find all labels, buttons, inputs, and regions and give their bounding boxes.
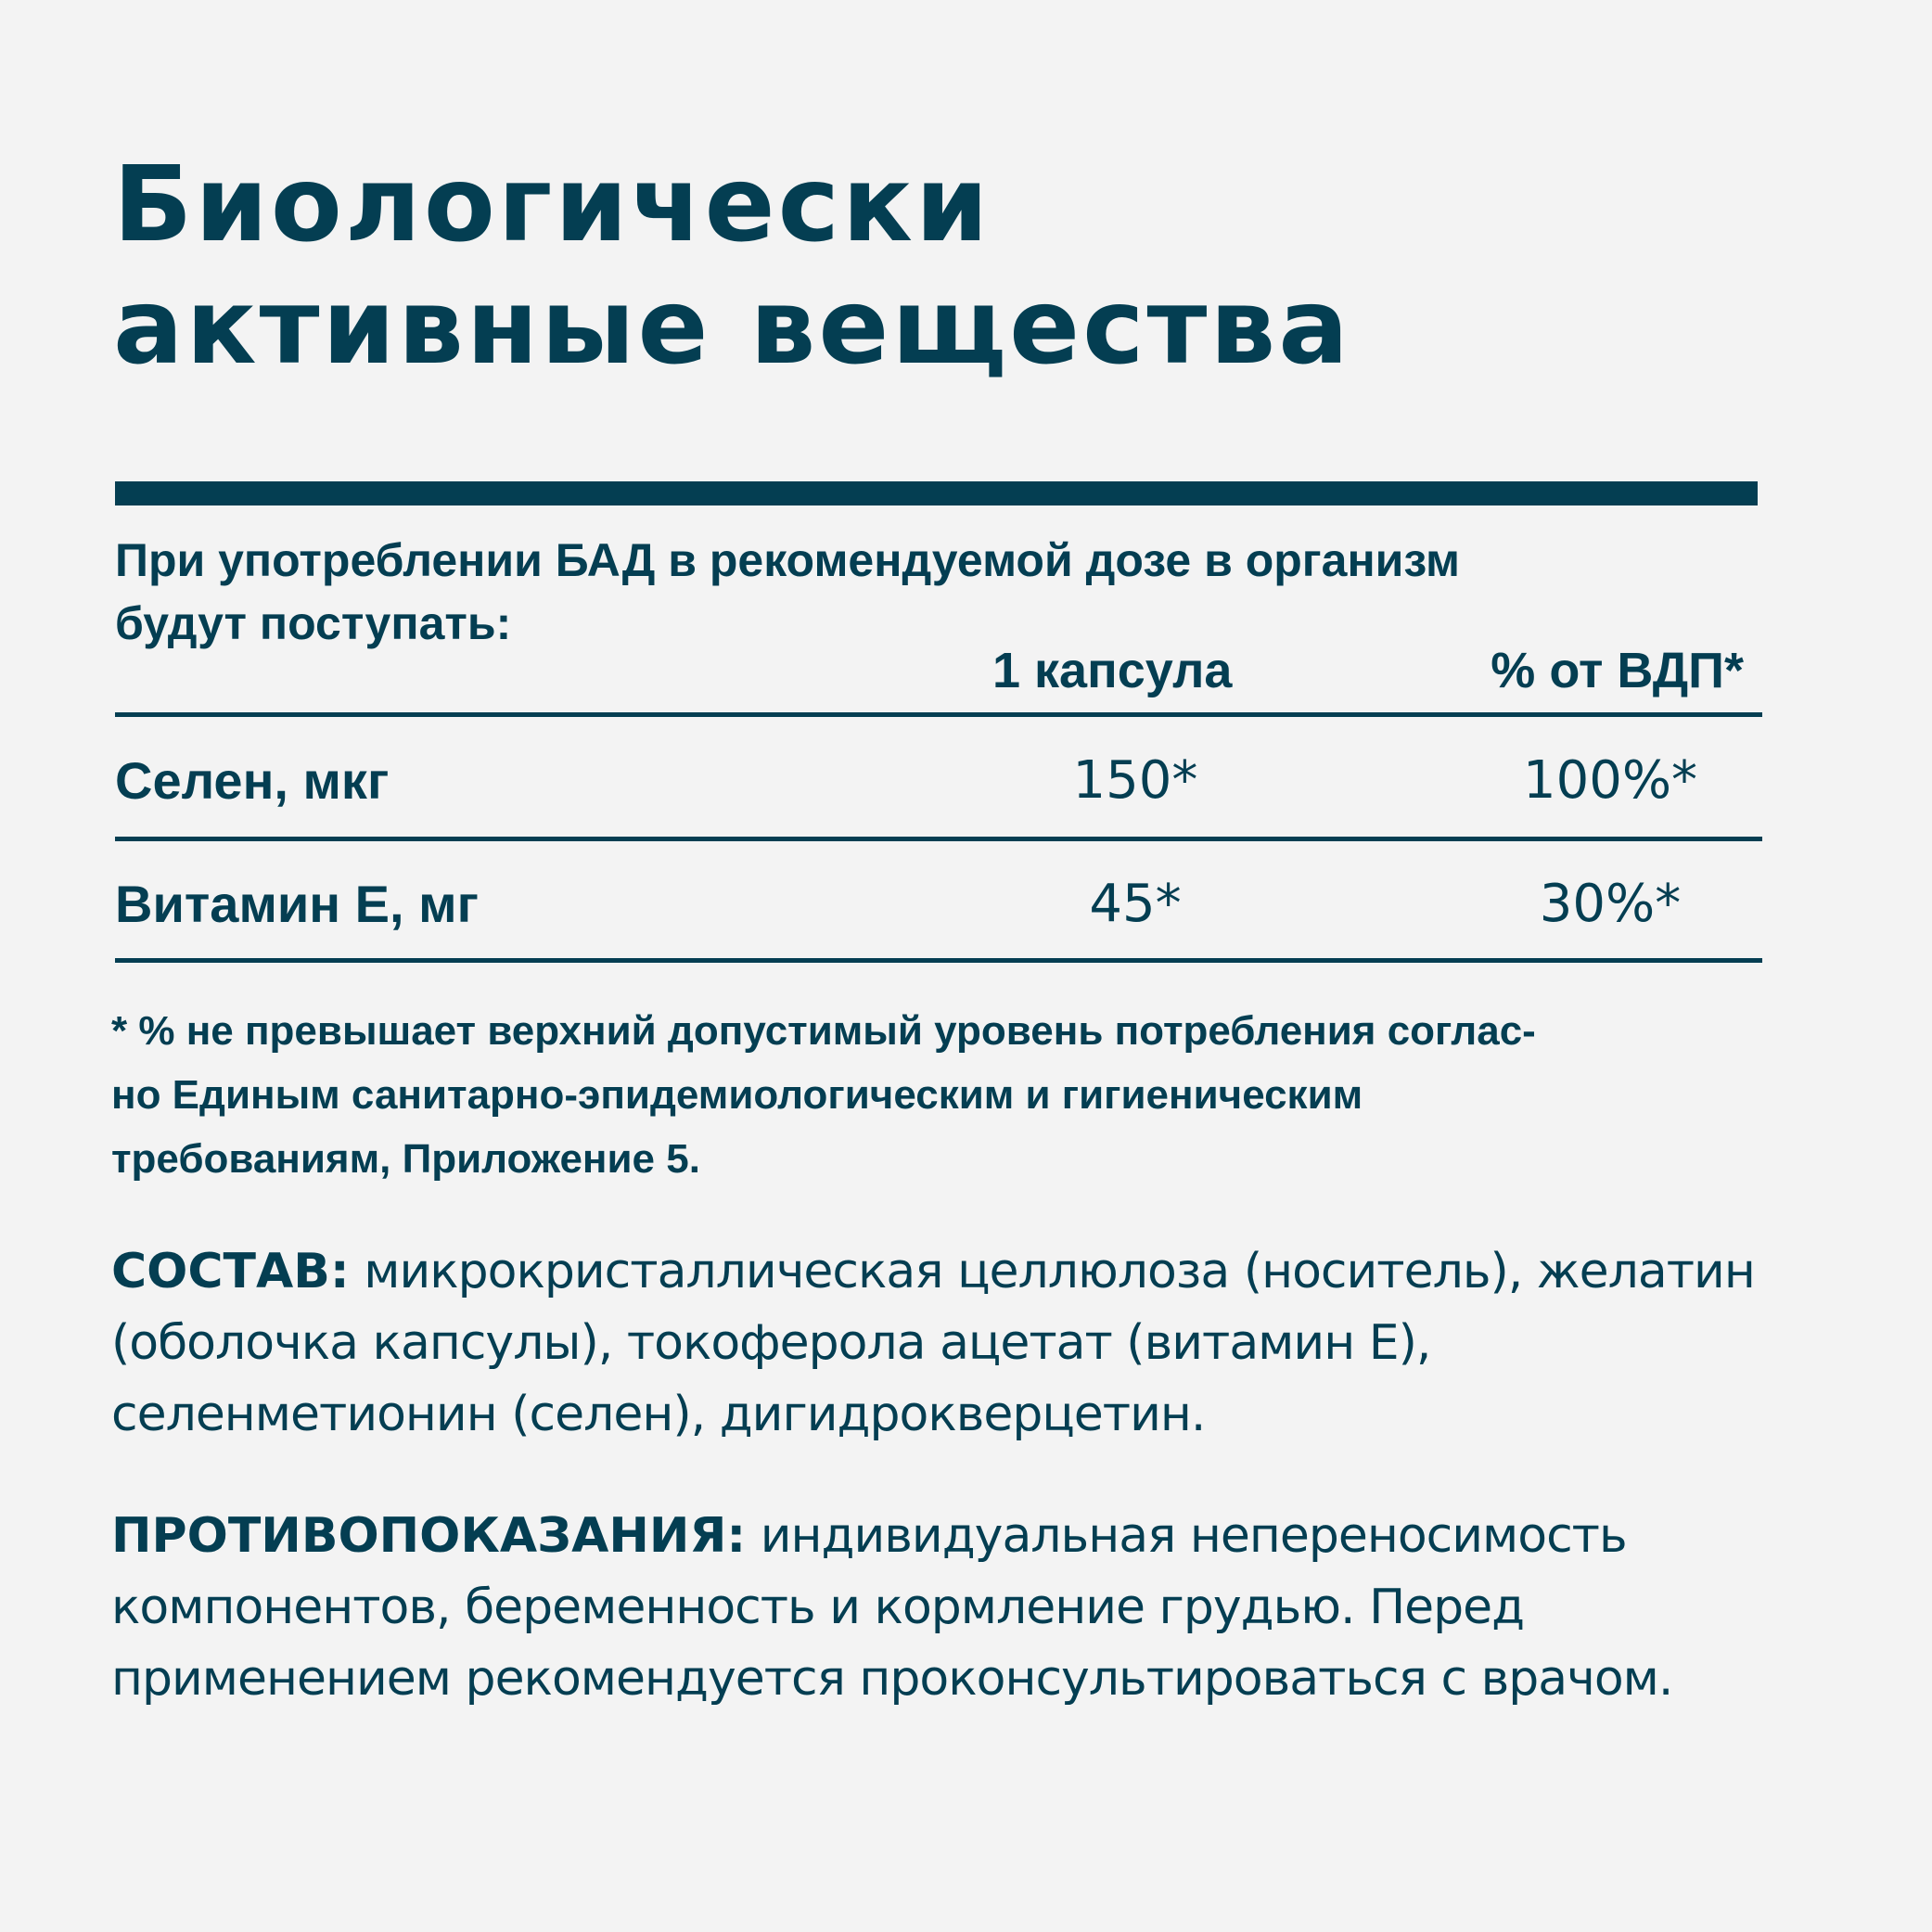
- composition-line-3: селенметионин (селен), дигидрокверцетин.: [111, 1387, 1206, 1442]
- row-label-vitamin-e: Витамин Е, мг: [115, 875, 479, 933]
- table-row-divider: [115, 837, 1762, 841]
- composition-line-1: [111, 1236, 1892, 1308]
- page-title: [113, 144, 1351, 389]
- footnote-line-2: но Единым санитарно-эпидемиологическим и гигиеническим: [111, 1072, 1363, 1118]
- composition-section: [111, 1236, 1892, 1451]
- composition-text-1: микрокристаллическая целлюлоза (носитель), желатин: [349, 1244, 1755, 1299]
- row-value-capsule: 45*: [1089, 874, 1182, 934]
- contraindications-line-3: применением рекомендуется проконсультироваться с врачом.: [111, 1651, 1673, 1707]
- table-header-divider: [115, 712, 1762, 717]
- footnote: [111, 999, 1781, 1191]
- column-header-capsule: 1 капсула: [992, 643, 1233, 698]
- contraindications-section: [111, 1501, 1892, 1715]
- row-value-dv: 100%*: [1522, 750, 1698, 811]
- contraindications-line-2: компонентов, беременность и кормление грудью. Перед: [111, 1580, 1525, 1635]
- contraindications-label: ПРОТИВОПОКАЗАНИЯ:: [111, 1508, 747, 1564]
- title-line-1: Биологически: [113, 145, 992, 265]
- contraindications-line-1: [111, 1501, 1892, 1572]
- column-header-dv: % от ВДП*: [1491, 643, 1744, 698]
- title-line-2: активные вещества: [113, 267, 1351, 388]
- footnote-line-1: * % не превышает верхний допустимый уровень потребления соглас-: [111, 1008, 1536, 1054]
- contraindications-text-1: индивидуальная непереносимость: [746, 1508, 1627, 1564]
- footnote-line-3: требованиям, Приложение 5.: [111, 1136, 700, 1182]
- table-bottom-divider: [115, 958, 1762, 963]
- title-divider: [115, 481, 1758, 505]
- row-value-capsule: 150*: [1072, 750, 1198, 811]
- composition-line-2: (оболочка капсулы), токоферола ацетат (витамин Е),: [111, 1315, 1431, 1371]
- intro-text: [115, 529, 1766, 655]
- intro-line-2: будут поступать:: [115, 597, 512, 649]
- row-label-selenium: Селен, мкг: [115, 751, 390, 810]
- composition-label: СОСТАВ:: [111, 1244, 350, 1299]
- intro-line-1: При употреблении БАД в рекомендуемой дозе в организм: [115, 534, 1460, 586]
- row-value-dv: 30%*: [1539, 874, 1682, 934]
